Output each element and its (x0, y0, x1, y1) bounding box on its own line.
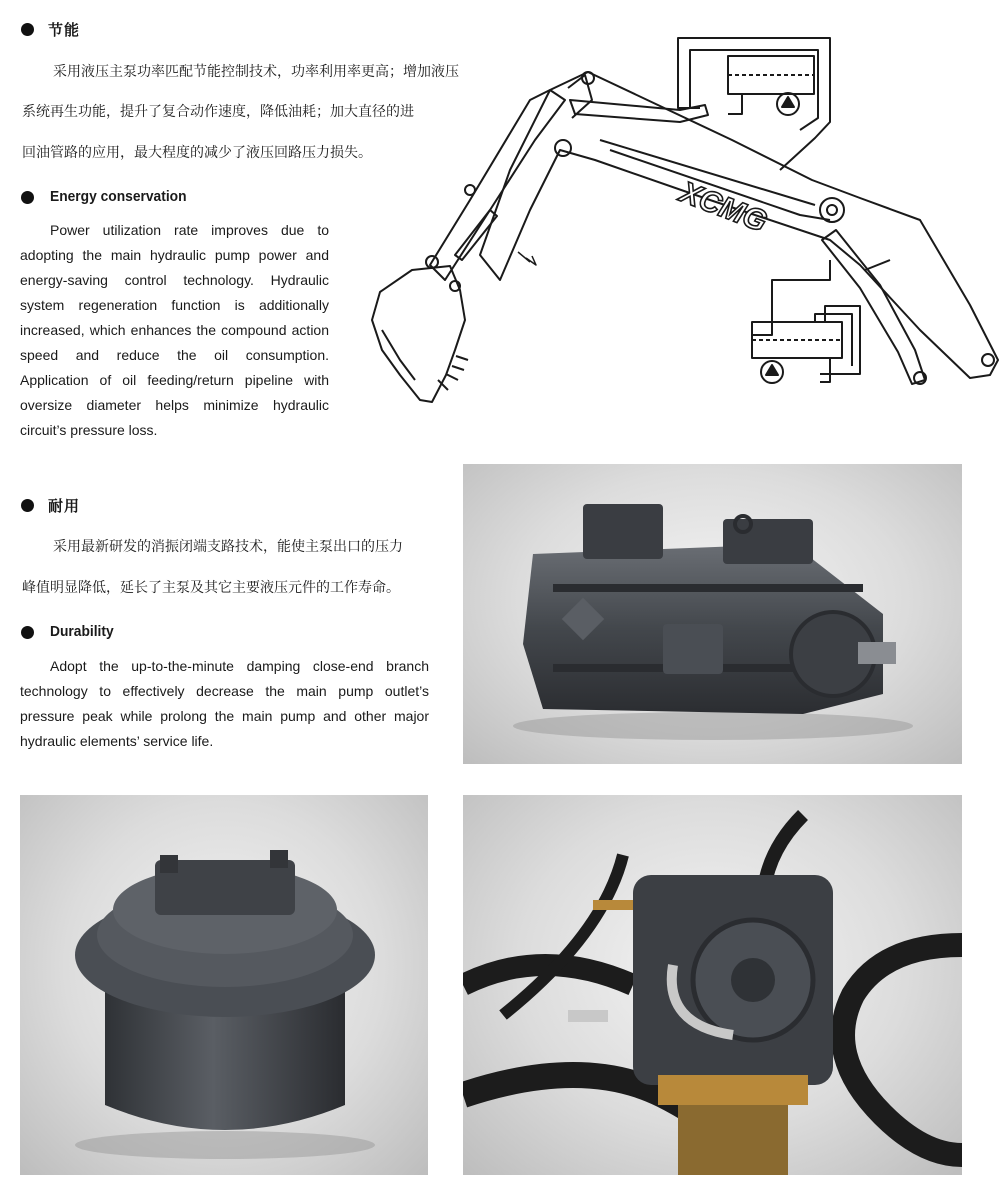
durability-cn-line-2: 峰值明显降低，延长了主泵及其它主要液压元件的工作寿命。 (22, 580, 400, 596)
energy-cn-line-1: 采用液压主泵功率匹配节能控制技术，功率利用率更高；增加液压 (53, 64, 459, 80)
bullet-icon (21, 191, 34, 204)
durability-cn-line-1: 采用最新研发的消振闭端支路技术，能使主泵出口的压力 (53, 539, 403, 555)
hydraulic-pump-image (463, 464, 962, 764)
section-heading-cn-energy: 节能 (48, 21, 81, 39)
durability-en-paragraph: Adopt the up-to-the-minute damping close-end branch technology to effectively decrease the main pump outlet’s pressure peak while prolong the main pump and other major hydraulic elements’ service life. (20, 658, 429, 749)
section-heading-en-durability: Durability (50, 623, 114, 640)
xcmg-logo-text: XCMG (675, 175, 772, 239)
bullet-icon (21, 23, 34, 36)
pump-with-hoses-image (463, 795, 962, 1175)
travel-motor-image (20, 795, 428, 1175)
section-heading-en-energy: Energy conservation (50, 188, 187, 205)
bullet-icon (21, 499, 34, 512)
energy-cn-line-3: 回油管路的应用，最大程度的减少了液压回路压力损失。 (22, 145, 372, 161)
excavator-hydraulic-diagram (360, 30, 1000, 430)
bullet-icon (21, 626, 34, 639)
energy-cn-line-2: 系统再生功能，提升了复合动作速度，降低油耗；加大直径的进 (22, 104, 414, 120)
section-heading-cn-durability: 耐用 (48, 497, 81, 515)
energy-en-paragraph: Power utilization rate improves due to adopting the main hydraulic pump power and energy-saving control technology. Hydraulic system regeneration function is additionally increased, which enhances the compound action speed and reduce the oil consumption. Application of oil feeding/return pipeline with oversize diameter helps minimize hydraulic circuit’s pressure loss. (20, 222, 329, 438)
